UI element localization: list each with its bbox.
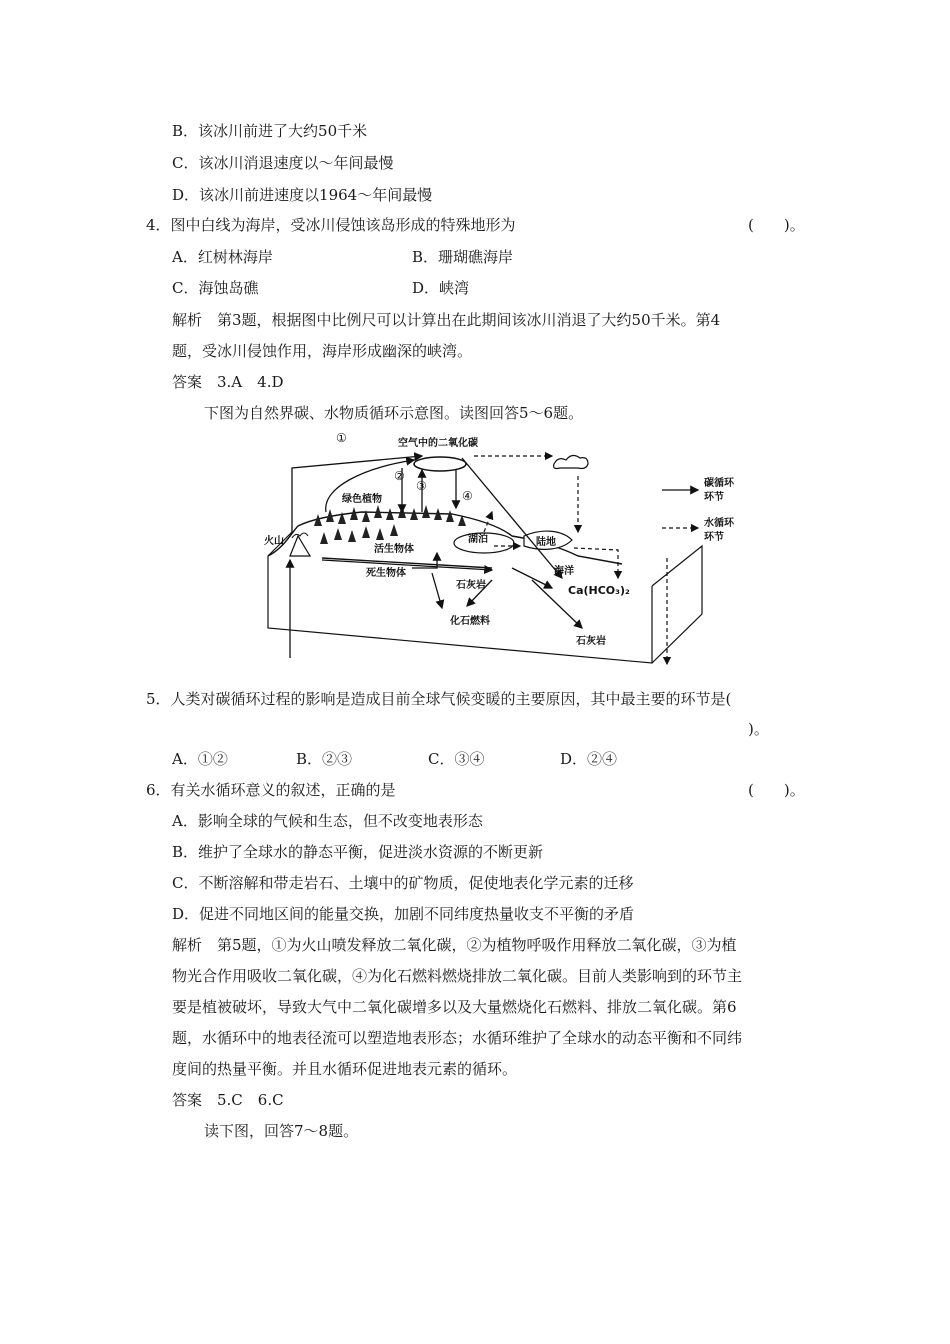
legend-water-line2: 环节 (704, 532, 724, 543)
option-4a: A．红树林海岸 (172, 248, 273, 266)
option-6a: A．影响全球的气候和生态，但不改变地表形态 (172, 812, 483, 830)
option-4c: C．海蚀岛礁 (172, 279, 259, 297)
analysis-5-6-line3: 要是植被破坏，导致大气中二氧化碳增多以及大量燃烧化石燃料、排放二氧化碳。第6 (172, 998, 737, 1016)
label-n4: ④ (462, 489, 473, 503)
question-5: 5．人类对碳循环过程的影响是造成目前全球气候变暖的主要原因，其中最主要的环节是( (146, 690, 732, 708)
legend-carbon-line2: 环节 (704, 492, 724, 503)
label-n3: ③ (416, 479, 427, 493)
option-6d: D．促进不同地区间的能量交换，加剧不同纬度热量收支不平衡的矛盾 (172, 905, 635, 923)
answer-5-6: 答案 5.C 6.C (172, 1091, 284, 1109)
option-4d: D．峡湾 (412, 279, 470, 297)
legend-carbon-line1: 碳循环 (704, 478, 734, 489)
analysis-5-6-line1: 解析 第5题，①为火山喷发释放二氧化碳，②为植物呼吸作用释放二氧化碳，③为植 (172, 936, 737, 954)
question-5-paren: )。 (748, 720, 769, 738)
analysis-5-6-line5: 度间的热量平衡。并且水循环促进地表元素的循环。 (172, 1060, 518, 1078)
option-5c: C．③④ (428, 750, 485, 768)
label-limestone-2: 石灰岩 (576, 636, 606, 647)
air-co2-oval (414, 457, 466, 471)
label-fossil: 化石燃料 (450, 616, 490, 627)
option-6b: B．维护了全球水的静态平衡，促进淡水资源的不断更新 (172, 843, 544, 861)
option-3c: C．该冰川消退速度以～年间最慢 (172, 154, 394, 172)
label-ocean: 海洋 (554, 566, 574, 577)
label-n2: ② (394, 469, 405, 483)
label-air-co2: 空气中的二氧化碳 (398, 438, 478, 449)
analysis-3-4-line1: 解析 第3题，根据图中比例尺可以计算出在此期间该冰川消退了大约50千米。第4 (172, 311, 721, 329)
option-3b: B．该冰川前进了大约50千米 (172, 122, 368, 140)
label-living: 活生物体 (374, 544, 414, 555)
forest-icon (314, 505, 466, 544)
option-5d: D．②④ (560, 750, 618, 768)
analysis-5-6-line4: 题，水循环中的地表径流可以塑造地表形态；水循环维护了全球水的动态平衡和不同纬 (172, 1029, 743, 1047)
cloud-icon (554, 455, 588, 468)
analysis-3-4-line2: 题，受冰川侵蚀作用，海岸形成幽深的峡湾。 (172, 342, 473, 360)
volcano-icon (290, 533, 310, 556)
label-green-plants: 绿色植物 (342, 494, 382, 505)
question-6-paren: ( )。 (748, 781, 805, 799)
label-dead: 死生物体 (366, 568, 406, 579)
legend-water-line1: 水循环 (704, 518, 734, 529)
carbon-water-cycle-diagram (262, 428, 782, 668)
label-cahco3: Ca(HCO₃)₂ (568, 584, 630, 597)
question-4-paren: ( )。 (748, 216, 805, 234)
label-volcano: 火山 (264, 536, 284, 547)
intro-5-6: 下图为自然界碳、水物质循环示意图。读图回答5～6题。 (204, 404, 584, 422)
label-land: 陆地 (536, 537, 556, 548)
analysis-5-6-line2: 物光合作用吸收二氧化碳，④为化石燃料燃烧排放二氧化碳。目前人类影响到的环节主 (172, 967, 743, 985)
option-6c: C．不断溶解和带走岩石、土壤中的矿物质，促使地表化学元素的迁移 (172, 874, 634, 892)
carbon-arrows (290, 456, 582, 658)
option-3d: D．该冰川前进速度以1964～年间最慢 (172, 186, 433, 204)
option-5a: A．①② (172, 750, 228, 768)
label-n1: ① (336, 431, 347, 445)
option-4b: B．珊瑚礁海岸 (412, 248, 514, 266)
question-4: 4．图中白线为海岸，受冰川侵蚀该岛形成的特殊地形为 (146, 216, 516, 234)
intro-7-8: 读下图，回答7～8题。 (204, 1122, 359, 1140)
label-limestone-1: 石灰岩 (456, 580, 486, 591)
question-6: 6．有关水循环意义的叙述，正确的是 (146, 781, 396, 799)
answer-3-4: 答案 3.A 4.D (172, 373, 284, 391)
label-lake: 湖泊 (468, 534, 488, 545)
option-5b: B．②③ (296, 750, 353, 768)
water-arrows (474, 456, 667, 664)
